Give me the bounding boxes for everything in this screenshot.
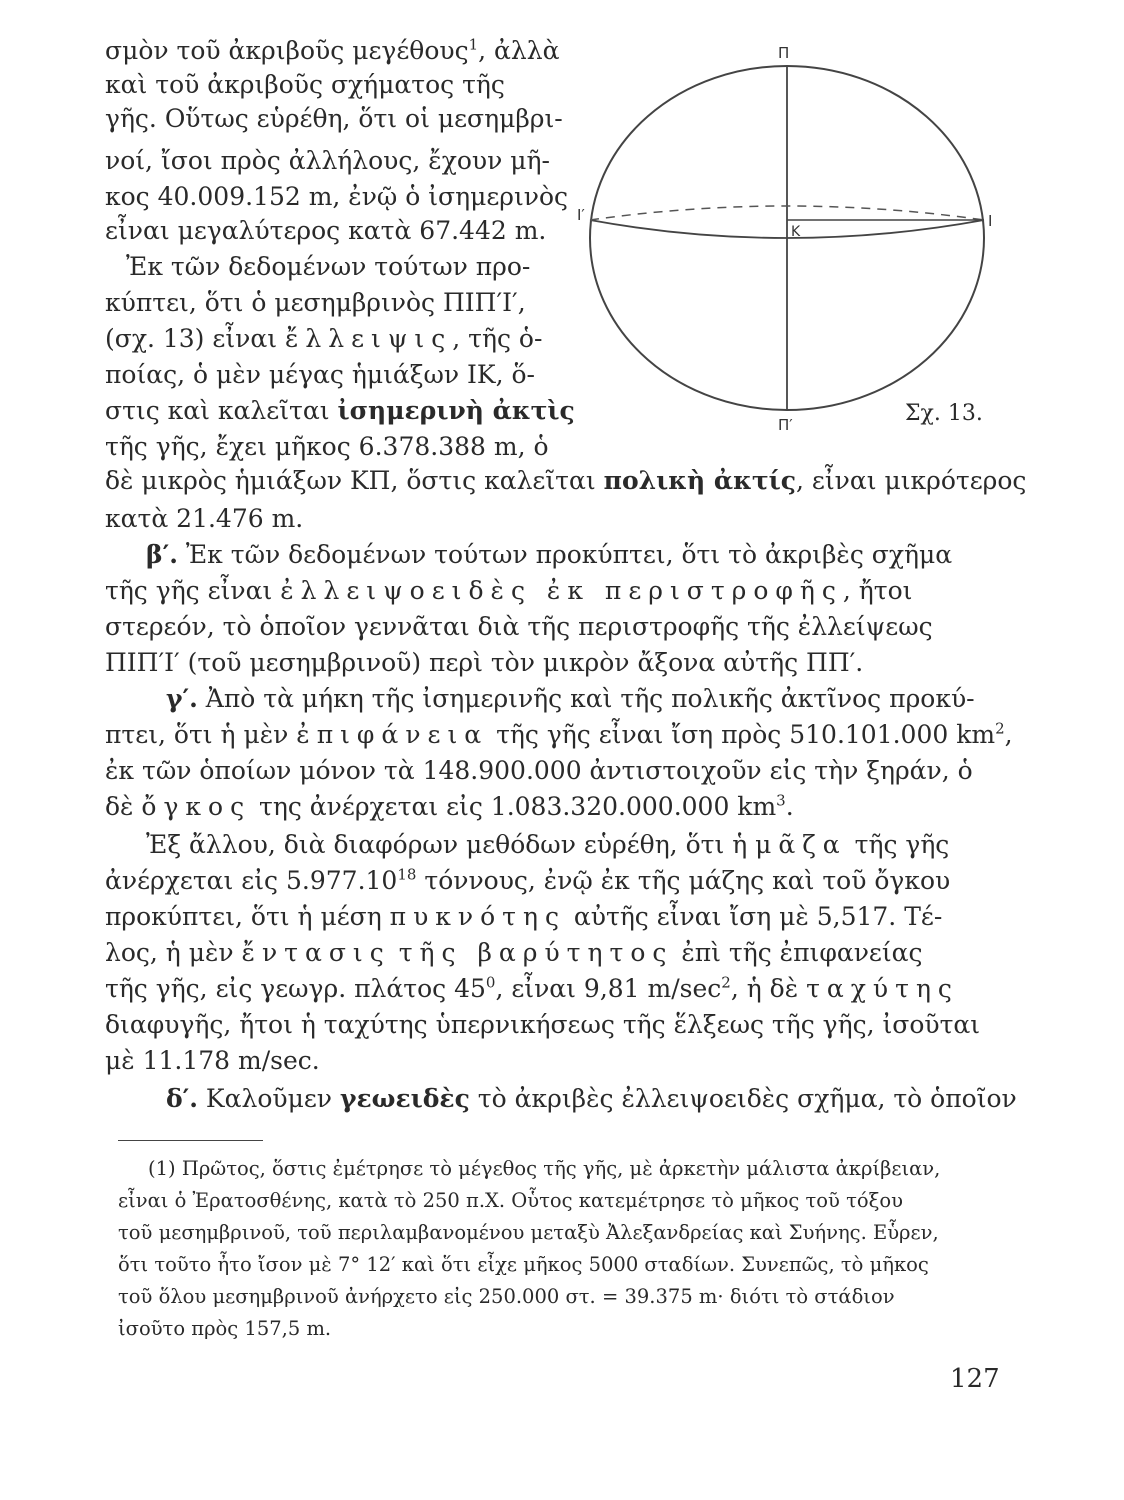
body-line: στερεόν, τὸ ὁποῖον γεννᾶται διὰ τῆς περιστροφῆς τῆς ἐλλείψεως <box>105 612 933 641</box>
body-line: κος 40.009.152 m, ἐνῷ ὁ ἰσημερινὸς <box>105 182 569 211</box>
footnote-line: τοῦ ὅλου μεσημβρινοῦ ἀνήρχετο εἰς 250.000 στ. = 39.375 m· διότι τὸ στάδιον <box>118 1285 895 1308</box>
label-i-left: Ι′ <box>577 206 585 224</box>
footnote-line: τοῦ μεσημβρινοῦ, τοῦ περιλαμβανομένου μεταξὺ Ἀλεξανδρείας καὶ Συήνης. Εὗρεν, <box>118 1221 939 1244</box>
figure-13-ellipse-diagram <box>560 20 1000 440</box>
body-line: στις καὶ καλεῖται ἰσημερινὴ ἀκτὶς <box>105 396 575 425</box>
footnote-separator <box>118 1140 263 1141</box>
page-number: 127 <box>950 1364 1000 1394</box>
body-line: λος, ἡ μὲν ἔντασις τῆς βαρύτητος ἐπὶ τῆς ἐπιφανείας <box>105 938 923 967</box>
body-line: ΠΙΠ′Ι′ (τοῦ μεσημβρινοῦ) περὶ τὸν μικρὸν ἄξονα αὐτῆς ΠΠ′. <box>105 648 864 677</box>
body-line: τῆς γῆς, εἰς γεωγρ. πλάτος $45^0$, εἶναι 9,81 $m/\sec^2$, ἡ δὲ ταχύτης <box>105 973 959 1003</box>
label-k: Κ <box>791 224 801 240</box>
body-line: δὲ μικρὸς ἡμιάξων ΚΠ, ὅστις καλεῖται πολικὴ ἀκτίς, εἶναι μικρότερος <box>105 466 1027 495</box>
body-line: διαφυγῆς, ἤτοι ἡ ταχύτης ὑπερνικήσεως τῆς ἕλξεως τῆς γῆς, ἰσοῦται <box>105 1010 981 1039</box>
body-line: σμὸν τοῦ ἀκριβοῦς μεγέθους$^1$, ἀλλὰ <box>105 35 560 65</box>
body-line: ἐκ τῶν ὁποίων μόνον τὰ 148.900.000 ἀντιστοιχοῦν εἰς τὴν ξηράν, ὁ <box>105 756 973 785</box>
body-line: ἀνέρχεται εἰς 5.977.10$^{18}$ τόννους, ἐνῷ ἐκ τῆς μάζης καὶ τοῦ ὄγκου <box>105 865 951 895</box>
body-line: προκύπτει, ὅτι ἡ μέση πυκνότης αὐτῆς εἶναι ἴση μὲ 5,517. Τέ- <box>105 902 943 931</box>
footnote-line: (1) Πρῶτος, ὅστις ἐμέτρησε τὸ μέγεθος τῆς γῆς, μὲ ἀρκετὴν μάλιστα ἀκρίβειαν, <box>148 1157 941 1180</box>
label-p-prime: Π′ <box>778 416 793 434</box>
body-line: β′. Ἐκ τῶν δεδομένων τούτων προκύπτει, ὅτι τὸ ἀκριβὲς σχῆμα <box>146 540 953 569</box>
body-line: (σχ. 13) εἶναι ἔλλειψις, τῆς ὁ- <box>105 324 543 353</box>
body-line: κύπτει, ὅτι ὁ μεσημβρινὸς ΠΙΠ′Ι′, <box>105 288 526 317</box>
body-line: δὲ ὄγκος της ἀνέρχεται εἰς 1.083.320.000.000 $km^3$. <box>105 791 794 821</box>
body-line: γῆς. Οὕτως εὑρέθη, ὅτι οἱ μεσημβρι- <box>105 104 563 133</box>
body-line: γ′. Ἀπὸ τὰ μήκη τῆς ἰσημερινῆς καὶ τῆς πολικῆς ἀκτῖνος προκύ- <box>166 684 975 713</box>
body-line: εἶναι μεγαλύτερος κατὰ 67.442 m. <box>105 216 547 245</box>
body-line: Ἐκ τῶν δεδομένων τούτων προ- <box>126 252 531 281</box>
body-line: Ἐξ ἄλλου, διὰ διαφόρων μεθόδων εὑρέθη, ὅτι ἡ μᾶζα τῆς γῆς <box>146 830 950 859</box>
footnote-line: ἰσοῦτο πρὸς 157,5 m. <box>118 1317 332 1340</box>
body-line: δ′. Καλοῦμεν γεωειδὲς τὸ ἀκριβὲς ἐλλειψοειδὲς σχῆμα, τὸ ὁποῖον <box>166 1084 1017 1113</box>
body-line: πτει, ὅτι ἡ μὲν ἐπιφάνεια τῆς γῆς εἶναι ἴση πρὸς 510.101.000 $km^2$, <box>105 719 1013 749</box>
body-line: τῆς γῆς εἶναι ἐλλειψοειδὲς ἐκ περιστροφῆς, ἤτοι <box>105 576 913 605</box>
footnote-line: εἶναι ὁ Ἐρατοσθένης, κατὰ τὸ 250 π.Χ. Οὗτος κατεμέτρησε τὸ μῆκος τοῦ τόξου <box>118 1189 903 1212</box>
body-line: τῆς γῆς, ἔχει μῆκος 6.378.388 m, ὁ <box>105 432 549 461</box>
footnote-line: ὅτι τοῦτο ἦτο ἴσον μὲ 7° 12′ καὶ ὅτι εἶχε μῆκος 5000 σταδίων. Συνεπῶς, τὸ μῆκος <box>118 1253 929 1276</box>
label-p: Π <box>778 44 790 62</box>
body-line: κατὰ 21.476 m. <box>105 504 304 533</box>
body-line: ποίας, ὁ μὲν μέγας ἡμιάξων ΙΚ, ὅ- <box>105 360 535 389</box>
body-line: μὲ 11.178 m/sec. <box>105 1046 320 1075</box>
label-i-right: Ι <box>988 212 993 230</box>
figure-caption: Σχ. 13. <box>905 401 983 426</box>
body-line: νοί, ἴσοι πρὸς ἀλλήλους, ἔχουν μῆ- <box>105 146 550 175</box>
body-line: καὶ τοῦ ἀκριβοῦς σχήματος τῆς <box>105 70 505 99</box>
